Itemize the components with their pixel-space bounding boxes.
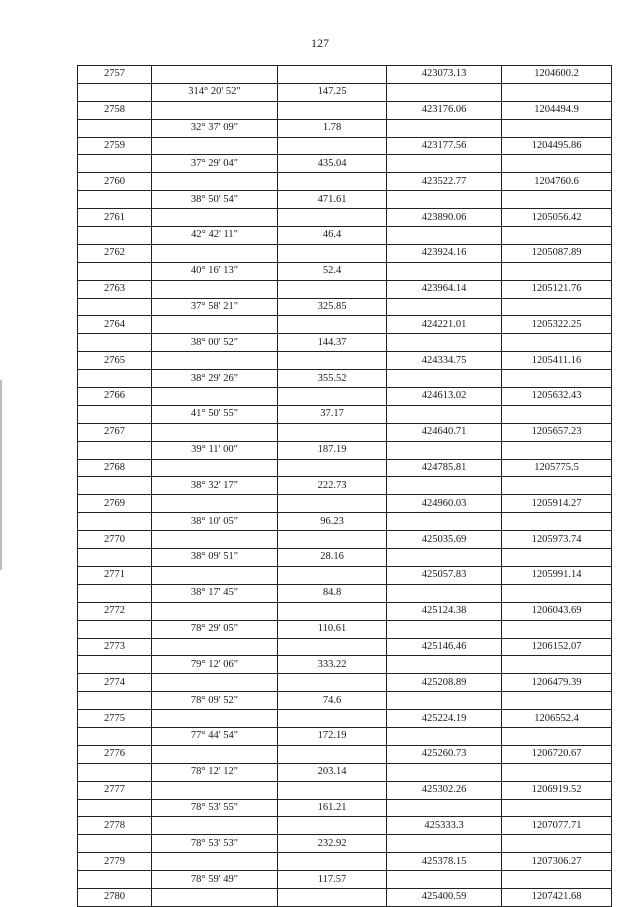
station-cell: [78, 405, 152, 423]
easting-cell: 1206552.4: [502, 710, 612, 728]
northing-cell: [387, 441, 502, 459]
distance-cell: [278, 745, 387, 763]
station-cell: [78, 727, 152, 745]
easting-cell: [502, 370, 612, 388]
distance-cell: [278, 602, 387, 620]
bearing-cell: 314° 20' 52": [152, 83, 278, 101]
distance-cell: [278, 495, 387, 513]
bearing-cell: [152, 352, 278, 370]
bearing-cell: [152, 853, 278, 871]
northing-cell: [387, 584, 502, 602]
bearing-cell: [152, 388, 278, 406]
bearing-cell: 78° 53' 53": [152, 835, 278, 853]
northing-cell: [387, 549, 502, 567]
northing-cell: [387, 763, 502, 781]
northing-cell: [387, 298, 502, 316]
bearing-cell: 38° 32' 17": [152, 477, 278, 495]
station-row: [78, 853, 612, 871]
bearing-cell: [152, 244, 278, 262]
station-cell: 2778: [78, 817, 152, 835]
station-cell: 2765: [78, 352, 152, 370]
northing-cell: 424613.02: [387, 388, 502, 406]
northing-cell: [387, 262, 502, 280]
distance-cell: 325.85: [278, 298, 387, 316]
course-row: [78, 620, 612, 638]
station-cell: 2764: [78, 316, 152, 334]
northing-cell: [387, 119, 502, 137]
distance-cell: 37.17: [278, 405, 387, 423]
course-row: [78, 262, 612, 280]
bearing-cell: 41° 50' 55": [152, 405, 278, 423]
easting-cell: 1205632.43: [502, 388, 612, 406]
northing-cell: [387, 83, 502, 101]
distance-cell: [278, 316, 387, 334]
northing-cell: [387, 155, 502, 173]
course-row: [78, 227, 612, 245]
northing-cell: 423890.06: [387, 209, 502, 227]
survey-table: [77, 65, 612, 907]
bearing-cell: 77° 44' 54": [152, 727, 278, 745]
station-row: [78, 173, 612, 191]
northing-cell: 425260.73: [387, 745, 502, 763]
station-cell: 2767: [78, 423, 152, 441]
easting-cell: [502, 763, 612, 781]
distance-cell: [278, 66, 387, 84]
station-row: [78, 209, 612, 227]
easting-cell: 1205914.27: [502, 495, 612, 513]
station-cell: [78, 441, 152, 459]
station-row: [78, 745, 612, 763]
station-row: [78, 495, 612, 513]
distance-cell: [278, 888, 387, 906]
distance-cell: [278, 853, 387, 871]
survey-table-body: [78, 66, 612, 907]
northing-cell: 425400.59: [387, 888, 502, 906]
northing-cell: [387, 835, 502, 853]
easting-cell: [502, 441, 612, 459]
station-cell: [78, 334, 152, 352]
distance-cell: 84.8: [278, 584, 387, 602]
bearing-cell: [152, 423, 278, 441]
northing-cell: [387, 405, 502, 423]
northing-cell: 424960.03: [387, 495, 502, 513]
northing-cell: 425302.26: [387, 781, 502, 799]
station-row: [78, 888, 612, 906]
bearing-cell: [152, 137, 278, 155]
easting-cell: [502, 584, 612, 602]
easting-cell: 1205087.89: [502, 244, 612, 262]
course-row: [78, 835, 612, 853]
station-cell: 2762: [78, 244, 152, 262]
bearing-cell: 38° 17' 45": [152, 584, 278, 602]
station-cell: 2763: [78, 280, 152, 298]
easting-cell: 1205121.76: [502, 280, 612, 298]
station-cell: [78, 477, 152, 495]
bearing-cell: 38° 29' 26": [152, 370, 278, 388]
distance-cell: [278, 459, 387, 477]
station-cell: [78, 549, 152, 567]
distance-cell: 232.92: [278, 835, 387, 853]
station-cell: [78, 871, 152, 889]
station-cell: [78, 763, 152, 781]
distance-cell: [278, 101, 387, 119]
distance-cell: [278, 674, 387, 692]
northing-cell: 425208.89: [387, 674, 502, 692]
northing-cell: 425057.83: [387, 566, 502, 584]
easting-cell: 1204760.6: [502, 173, 612, 191]
northing-cell: [387, 227, 502, 245]
station-cell: [78, 298, 152, 316]
easting-cell: [502, 620, 612, 638]
distance-cell: 203.14: [278, 763, 387, 781]
northing-cell: [387, 656, 502, 674]
northing-cell: [387, 370, 502, 388]
station-row: [78, 388, 612, 406]
station-row: [78, 531, 612, 549]
northing-cell: 424640.71: [387, 423, 502, 441]
station-cell: [78, 692, 152, 710]
easting-cell: [502, 513, 612, 531]
distance-cell: 52.4: [278, 262, 387, 280]
distance-cell: [278, 566, 387, 584]
distance-cell: [278, 781, 387, 799]
station-cell: [78, 513, 152, 531]
station-cell: [78, 155, 152, 173]
distance-cell: [278, 280, 387, 298]
bearing-cell: 39° 11' 00": [152, 441, 278, 459]
station-row: [78, 66, 612, 84]
distance-cell: 187.19: [278, 441, 387, 459]
station-cell: 2773: [78, 638, 152, 656]
easting-cell: 1207306.27: [502, 853, 612, 871]
bearing-cell: [152, 888, 278, 906]
station-row: [78, 602, 612, 620]
easting-cell: 1204494.9: [502, 101, 612, 119]
distance-cell: 110.61: [278, 620, 387, 638]
distance-cell: [278, 531, 387, 549]
northing-cell: 423177.56: [387, 137, 502, 155]
station-cell: [78, 656, 152, 674]
course-row: [78, 763, 612, 781]
distance-cell: 74.6: [278, 692, 387, 710]
bearing-cell: 42° 42' 11": [152, 227, 278, 245]
distance-cell: 172.19: [278, 727, 387, 745]
easting-cell: [502, 405, 612, 423]
bearing-cell: [152, 674, 278, 692]
course-row: [78, 656, 612, 674]
bearing-cell: [152, 316, 278, 334]
course-row: [78, 692, 612, 710]
bearing-cell: [152, 745, 278, 763]
easting-cell: 1205973.74: [502, 531, 612, 549]
bearing-cell: 79° 12' 06": [152, 656, 278, 674]
bearing-cell: [152, 817, 278, 835]
station-cell: 2757: [78, 66, 152, 84]
northing-cell: 425146.46: [387, 638, 502, 656]
station-cell: 2766: [78, 388, 152, 406]
easting-cell: [502, 298, 612, 316]
bearing-cell: [152, 710, 278, 728]
bearing-cell: [152, 495, 278, 513]
station-cell: 2769: [78, 495, 152, 513]
distance-cell: [278, 173, 387, 191]
distance-cell: [278, 817, 387, 835]
station-cell: 2758: [78, 101, 152, 119]
bearing-cell: [152, 781, 278, 799]
bearing-cell: 38° 00' 52": [152, 334, 278, 352]
station-row: [78, 137, 612, 155]
course-row: [78, 441, 612, 459]
easting-cell: 1206720.67: [502, 745, 612, 763]
easting-cell: 1206152.07: [502, 638, 612, 656]
station-row: [78, 244, 612, 262]
northing-cell: 423964.14: [387, 280, 502, 298]
station-cell: [78, 584, 152, 602]
distance-cell: 1.78: [278, 119, 387, 137]
station-cell: 2776: [78, 745, 152, 763]
easting-cell: [502, 477, 612, 495]
course-row: [78, 405, 612, 423]
station-row: [78, 566, 612, 584]
bearing-cell: 40° 16' 13": [152, 262, 278, 280]
easting-cell: 1205991.14: [502, 566, 612, 584]
northing-cell: [387, 513, 502, 531]
station-cell: [78, 835, 152, 853]
station-row: [78, 638, 612, 656]
easting-cell: [502, 799, 612, 817]
easting-cell: 1206919.52: [502, 781, 612, 799]
easting-cell: [502, 83, 612, 101]
easting-cell: 1206043.69: [502, 602, 612, 620]
course-row: [78, 584, 612, 602]
station-cell: 2780: [78, 888, 152, 906]
easting-cell: 1205056.42: [502, 209, 612, 227]
course-row: [78, 119, 612, 137]
course-row: [78, 549, 612, 567]
northing-cell: 423924.16: [387, 244, 502, 262]
easting-cell: 1205775.5: [502, 459, 612, 477]
course-row: [78, 334, 612, 352]
course-row: [78, 370, 612, 388]
station-cell: 2760: [78, 173, 152, 191]
bearing-cell: [152, 638, 278, 656]
northing-cell: [387, 620, 502, 638]
bearing-cell: 78° 12' 12": [152, 763, 278, 781]
page-number: 127: [311, 36, 329, 50]
station-cell: 2772: [78, 602, 152, 620]
station-row: [78, 459, 612, 477]
easting-cell: 1204600.2: [502, 66, 612, 84]
station-cell: 2779: [78, 853, 152, 871]
easting-cell: [502, 119, 612, 137]
easting-cell: [502, 656, 612, 674]
bearing-cell: [152, 459, 278, 477]
bearing-cell: [152, 280, 278, 298]
station-row: [78, 817, 612, 835]
course-row: [78, 799, 612, 817]
bearing-cell: 78° 53' 55": [152, 799, 278, 817]
distance-cell: [278, 209, 387, 227]
station-row: [78, 280, 612, 298]
easting-cell: 1204495.86: [502, 137, 612, 155]
bearing-cell: [152, 66, 278, 84]
northing-cell: 423073.13: [387, 66, 502, 84]
distance-cell: [278, 352, 387, 370]
station-cell: 2770: [78, 531, 152, 549]
distance-cell: 161.21: [278, 799, 387, 817]
bearing-cell: 78° 29' 05": [152, 620, 278, 638]
northing-cell: 424785.81: [387, 459, 502, 477]
easting-cell: [502, 835, 612, 853]
northing-cell: 425378.15: [387, 853, 502, 871]
course-row: [78, 477, 612, 495]
station-cell: 2777: [78, 781, 152, 799]
distance-cell: 333.22: [278, 656, 387, 674]
bearing-cell: [152, 101, 278, 119]
easting-cell: 1205657.23: [502, 423, 612, 441]
course-row: [78, 871, 612, 889]
course-row: [78, 513, 612, 531]
bearing-cell: 32° 37' 09": [152, 119, 278, 137]
easting-cell: 1205322.25: [502, 316, 612, 334]
distance-cell: [278, 244, 387, 262]
station-row: [78, 316, 612, 334]
easting-cell: [502, 334, 612, 352]
distance-cell: [278, 423, 387, 441]
bearing-cell: 37° 58' 21": [152, 298, 278, 316]
easting-cell: 1205411.16: [502, 352, 612, 370]
station-row: [78, 352, 612, 370]
northing-cell: [387, 727, 502, 745]
station-cell: [78, 83, 152, 101]
station-cell: [78, 191, 152, 209]
northing-cell: 425124.38: [387, 602, 502, 620]
bearing-cell: [152, 173, 278, 191]
distance-cell: 117.57: [278, 871, 387, 889]
easting-cell: [502, 262, 612, 280]
bearing-cell: [152, 209, 278, 227]
station-row: [78, 674, 612, 692]
station-cell: 2768: [78, 459, 152, 477]
northing-cell: [387, 692, 502, 710]
scan-margin-mark: [0, 380, 2, 570]
easting-cell: [502, 191, 612, 209]
distance-cell: 147.25: [278, 83, 387, 101]
northing-cell: [387, 191, 502, 209]
distance-cell: 435.04: [278, 155, 387, 173]
station-row: [78, 781, 612, 799]
easting-cell: [502, 692, 612, 710]
station-cell: 2761: [78, 209, 152, 227]
distance-cell: [278, 388, 387, 406]
course-row: [78, 298, 612, 316]
northing-cell: 424334.75: [387, 352, 502, 370]
northing-cell: [387, 334, 502, 352]
easting-cell: [502, 549, 612, 567]
easting-cell: [502, 727, 612, 745]
northing-cell: [387, 799, 502, 817]
northing-cell: [387, 871, 502, 889]
station-cell: 2771: [78, 566, 152, 584]
station-row: [78, 710, 612, 728]
easting-cell: 1206479.39: [502, 674, 612, 692]
easting-cell: 1207421.68: [502, 888, 612, 906]
northing-cell: 424221.01: [387, 316, 502, 334]
bearing-cell: [152, 566, 278, 584]
bearing-cell: 38° 50' 54": [152, 191, 278, 209]
easting-cell: 1207077.71: [502, 817, 612, 835]
station-cell: [78, 620, 152, 638]
station-cell: 2774: [78, 674, 152, 692]
distance-cell: 355.52: [278, 370, 387, 388]
distance-cell: [278, 710, 387, 728]
distance-cell: [278, 137, 387, 155]
distance-cell: 222.73: [278, 477, 387, 495]
northing-cell: 425333.3: [387, 817, 502, 835]
station-cell: 2759: [78, 137, 152, 155]
station-row: [78, 423, 612, 441]
bearing-cell: [152, 531, 278, 549]
course-row: [78, 83, 612, 101]
northing-cell: 425035.69: [387, 531, 502, 549]
easting-cell: [502, 155, 612, 173]
northing-cell: 425224.19: [387, 710, 502, 728]
course-row: [78, 191, 612, 209]
station-cell: [78, 262, 152, 280]
bearing-cell: 78° 09' 52": [152, 692, 278, 710]
northing-cell: [387, 477, 502, 495]
bearing-cell: 38° 10' 05": [152, 513, 278, 531]
bearing-cell: 38° 09' 51": [152, 549, 278, 567]
station-cell: [78, 227, 152, 245]
distance-cell: 28.16: [278, 549, 387, 567]
distance-cell: [278, 638, 387, 656]
station-cell: [78, 370, 152, 388]
bearing-cell: 37° 29' 04": [152, 155, 278, 173]
northing-cell: 423522.77: [387, 173, 502, 191]
station-cell: [78, 799, 152, 817]
bearing-cell: [152, 602, 278, 620]
easting-cell: [502, 227, 612, 245]
course-row: [78, 727, 612, 745]
station-row: [78, 101, 612, 119]
distance-cell: 96.23: [278, 513, 387, 531]
easting-cell: [502, 871, 612, 889]
station-cell: 2775: [78, 710, 152, 728]
distance-cell: 46.4: [278, 227, 387, 245]
northing-cell: 423176.06: [387, 101, 502, 119]
distance-cell: 144.37: [278, 334, 387, 352]
course-row: [78, 155, 612, 173]
distance-cell: 471.61: [278, 191, 387, 209]
station-cell: [78, 119, 152, 137]
bearing-cell: 78° 59' 49": [152, 871, 278, 889]
